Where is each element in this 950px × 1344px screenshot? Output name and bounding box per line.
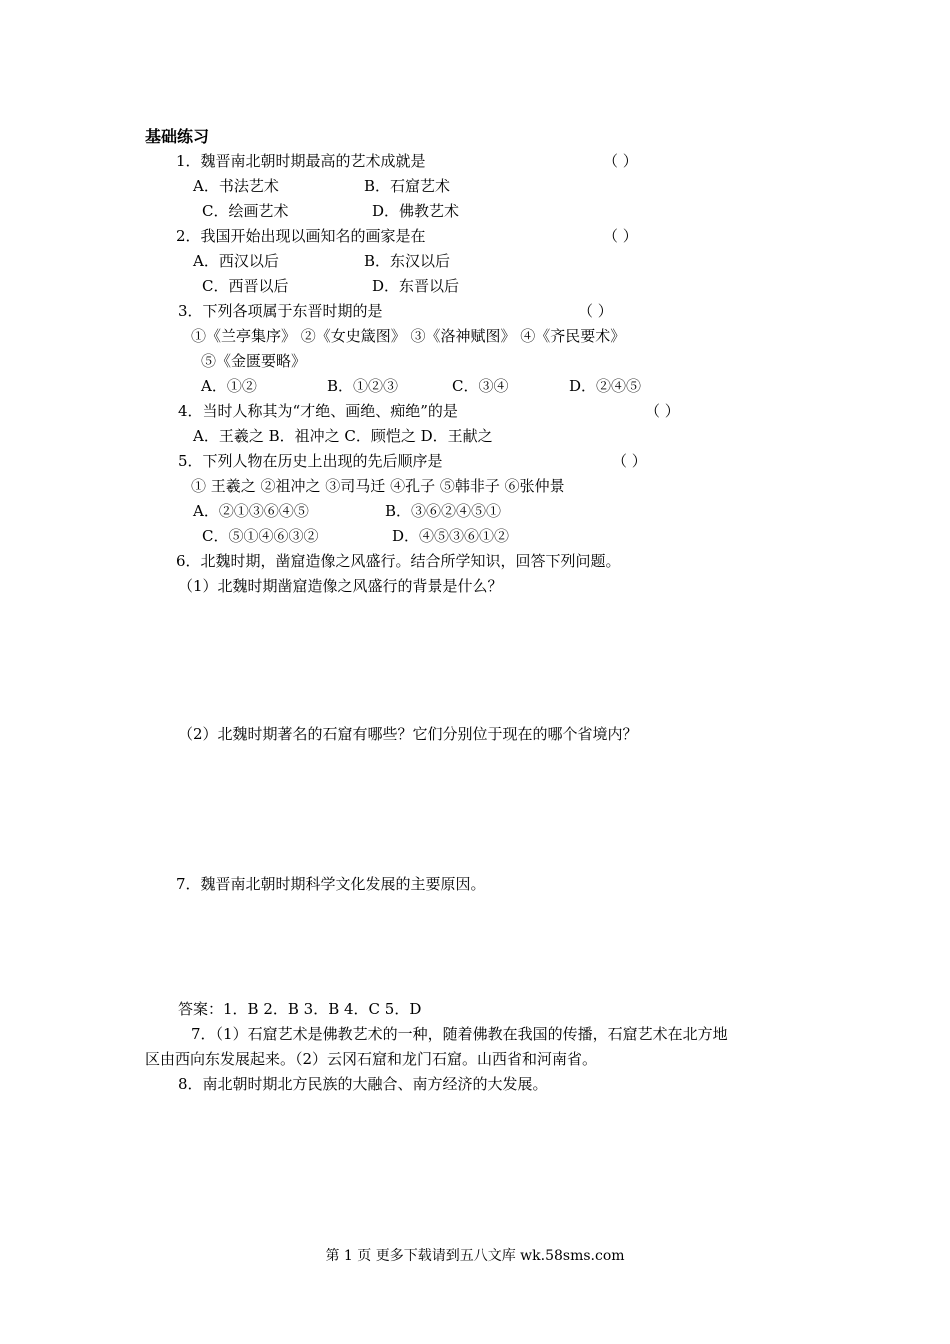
q1-answer-paren: （ ） <box>603 152 638 170</box>
q1-option-c: C．绘画艺术 <box>202 202 289 220</box>
answers-line1: 答案：1．B 2．B 3．B 4．C 5．D <box>178 1000 422 1018</box>
q5-stem: 5．下列人物在历史上出现的先后顺序是 <box>178 452 443 470</box>
q5-option-b: B．③⑥②④⑤① <box>385 502 502 520</box>
answers-line3: 区由西向东发展起来。（2）云冈石窟和龙门石窟。山西省和河南省。 <box>145 1050 598 1068</box>
q2-option-a: A．西汉以后 <box>193 252 279 270</box>
q1-stem: 1．魏晋南北朝时期最高的艺术成就是 <box>176 152 426 170</box>
answers-line2: 7．（1）石窟艺术是佛教艺术的一种，随着佛教在我国的传播，石窟艺术在北方地 <box>191 1025 728 1043</box>
q3-option-d: D．②④⑤ <box>569 377 642 395</box>
q1-option-d: D．佛教艺术 <box>372 202 460 220</box>
q3-stem: 3．下列各项属于东晋时期的是 <box>178 302 383 320</box>
page-footer: 第 1 页 更多下载请到五八文库 wk.58sms.com <box>325 1248 625 1264</box>
q6-sub2: （2）北魏时期著名的石窟有哪些？它们分别位于现在的哪个省境内？ <box>178 725 638 743</box>
q5-answer-paren: （ ） <box>612 452 647 470</box>
q2-option-b: B．东汉以后 <box>364 252 451 270</box>
q2-option-c: C．西晋以后 <box>202 277 289 295</box>
q1-option-b: B．石窟艺术 <box>364 177 451 195</box>
section-heading: 基础练习 <box>145 127 210 146</box>
q6-stem: 6．北魏时期，凿窟造像之风盛行。结合所学知识，回答下列问题。 <box>176 552 621 570</box>
q3-option-c: C．③④ <box>452 377 509 395</box>
q3-option-a: A．①② <box>201 377 257 395</box>
q6-sub1: （1）北魏时期凿窟造像之风盛行的背景是什么？ <box>178 577 503 595</box>
q3-answer-paren: （ ） <box>578 302 613 320</box>
q5-option-a: A．②①③⑥④⑤ <box>193 502 309 520</box>
q5-option-d: D．④⑤③⑥①② <box>392 527 510 545</box>
q2-answer-paren: （ ） <box>603 227 638 245</box>
q5-items: ① 王羲之 ②祖冲之 ③司马迁 ④孔子 ⑤韩非子 ⑥张仲景 <box>191 477 565 495</box>
q7-stem: 7．魏晋南北朝时期科学文化发展的主要原因。 <box>176 875 486 893</box>
q3-items-line2: ⑤《金匮要略》 <box>201 352 307 370</box>
q2-option-d: D．东晋以后 <box>372 277 460 295</box>
q4-options: A．王羲之 B．祖冲之 C．顾恺之 D．王献之 <box>193 427 493 445</box>
q3-option-b: B．①②③ <box>327 377 399 395</box>
answers-line4: 8．南北朝时期北方民族的大融合、南方经济的大发展。 <box>178 1075 548 1093</box>
q4-answer-paren: （ ） <box>645 402 680 420</box>
q4-stem: 4．当时人称其为“才绝、画绝、痴绝”的是 <box>178 402 458 420</box>
q5-option-c: C．⑤①④⑥③② <box>202 527 319 545</box>
q2-stem: 2．我国开始出现以画知名的画家是在 <box>176 227 426 245</box>
q3-items-line1: ①《兰亭集序》 ②《女史箴图》 ③《洛神赋图》 ④《齐民要术》 <box>191 327 626 345</box>
q1-option-a: A．书法艺术 <box>193 177 279 195</box>
